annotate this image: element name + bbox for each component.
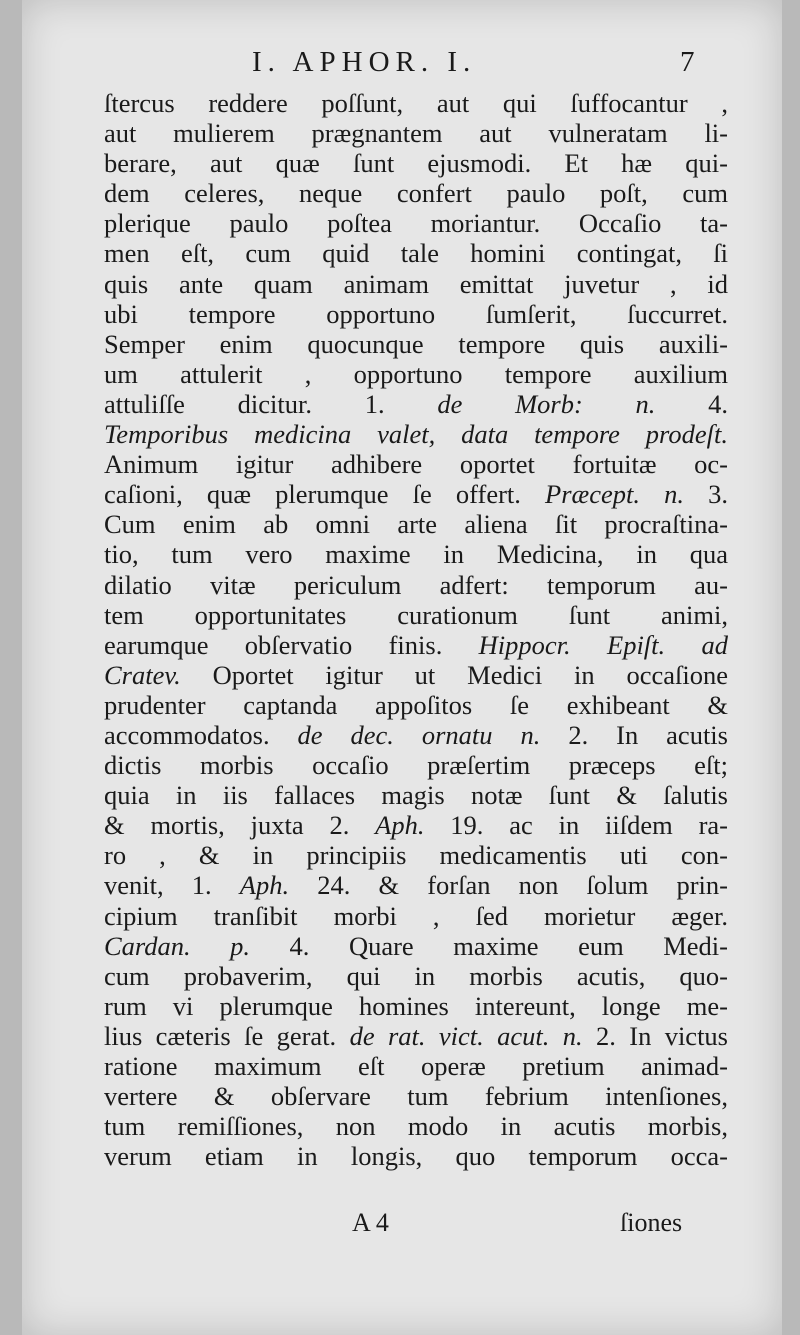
italic-reference: Aph. [239, 870, 290, 901]
text-segment: tem opportunitates curationum ſunt animi, [104, 599, 728, 630]
text-line [104, 269, 728, 299]
text-segment: cum probaverim, qui in morbis acutis, quo- [104, 960, 728, 991]
italic-reference: Præcept. n. [545, 479, 684, 510]
text-line [104, 630, 728, 660]
text-segment: plerique paulo poſtea moriantur. Occaſio ta- [104, 208, 728, 239]
text-segment: Cum enim ab omni arte aliena ſit procraſtina- [104, 509, 728, 540]
text-line [104, 419, 728, 449]
text-segment: 4. [655, 388, 729, 419]
italic-reference: Aph. [375, 810, 425, 841]
text-segment: dem celeres, neque confert paulo poſt, cum [104, 178, 728, 209]
text-line [104, 840, 728, 870]
text-line [104, 600, 728, 630]
page-footer [22, 1208, 782, 1242]
text-line [104, 178, 728, 208]
text-line [104, 509, 728, 539]
text-segment: dictis morbis occaſio præſertim præceps eſt; [104, 750, 728, 781]
text-segment: Semper enim quocunque tempore quis auxili- [104, 328, 728, 359]
text-line [104, 961, 728, 991]
text-segment: cipium tranſibit morbi , ſed morietur æger. [104, 900, 728, 931]
book-page [22, 0, 782, 1335]
text-segment: ſtercus reddere poſſunt, aut qui ſuffocantur , [104, 88, 728, 118]
text-segment: quis ante quam animam emittat juvetur , id [104, 268, 728, 299]
text-segment: & mortis, juxta 2. [104, 810, 376, 841]
text-segment: men eſt, cum quid tale homini contingat, ſi [104, 238, 728, 269]
running-title: I. APHOR. I. [252, 46, 477, 78]
italic-reference: Cardan. p. [104, 930, 251, 961]
catchword: ſiones [620, 1208, 683, 1237]
text-segment: aut mulierem prægnantem aut vulneratam li- [104, 118, 728, 149]
text-line [104, 991, 728, 1021]
text-segment: lius cæteris ſe gerat. [104, 1020, 350, 1051]
text-line [104, 750, 728, 780]
text-line [104, 1021, 728, 1051]
text-segment: verum etiam in longis, quo temporum occa- [104, 1141, 728, 1172]
italic-reference: Cratev. [104, 659, 181, 690]
text-line [104, 870, 728, 900]
text-line [104, 1081, 728, 1111]
text-line [104, 88, 728, 118]
text-segment: vertere & obſervare tum febrium intenſiones, [104, 1081, 728, 1112]
text-segment: 3. [684, 479, 729, 510]
text-segment: caſioni, quæ plerumque ſe offert. [104, 479, 546, 510]
text-line [104, 148, 728, 178]
italic-reference: de Morb: n. [437, 388, 656, 419]
text-line [104, 479, 728, 509]
text-line [104, 299, 728, 329]
text-line [104, 901, 728, 931]
text-segment: attuliſſe dicitur. 1. [104, 388, 438, 419]
italic-reference: de rat. vict. acut. n. [349, 1020, 583, 1051]
text-segment: berare, aut quæ ſunt ejusmodi. Et hæ qui- [104, 148, 728, 179]
text-line [104, 539, 728, 569]
text-line [104, 449, 728, 479]
text-line [104, 118, 728, 148]
text-segment: quia in iis fallaces magis notæ ſunt & ſalutis [104, 780, 728, 811]
text-segment: earumque obſervatio finis. [104, 629, 479, 660]
text-line [104, 720, 728, 750]
text-line [104, 660, 728, 690]
text-line [104, 570, 728, 600]
text-segment: 2. In acutis [540, 719, 728, 750]
text-segment: ubi tempore opportuno ſumſerit, ſuccurret. [104, 298, 728, 329]
text-segment: 24. & forſan non ſolum prin- [289, 870, 728, 901]
text-segment: Oportet igitur ut Medici in occaſione [180, 659, 728, 690]
text-line [104, 1141, 728, 1171]
text-segment: dilatio vitæ periculum adfert: temporum au- [104, 569, 728, 600]
text-line [104, 208, 728, 238]
text-line [104, 931, 728, 961]
text-line [104, 389, 728, 419]
text-line [104, 780, 728, 810]
text-segment: accommodatos. [104, 719, 298, 750]
text-line [104, 238, 728, 268]
text-segment: venit, 1. [104, 870, 240, 901]
text-segment: 2. In victus [582, 1020, 728, 1051]
text-segment: tio, tum vero maxime in Medicina, in qua [104, 539, 728, 570]
text-line [104, 1111, 728, 1141]
text-line [104, 329, 728, 359]
text-segment: tum remiſſiones, non modo in acutis morbis, [104, 1111, 728, 1142]
text-segment: um attulerit , opportuno tempore auxilium [104, 358, 728, 389]
text-segment: ro , & in principiis medicamentis uti con- [104, 840, 728, 871]
running-header [22, 46, 782, 82]
text-line [104, 690, 728, 720]
text-segment: prudenter captanda appoſitos ſe exhibeant & [104, 689, 728, 720]
page-number: 7 [680, 46, 695, 78]
italic-reference: de dec. ornatu n. [297, 719, 541, 750]
signature-mark: A 4 [352, 1208, 389, 1237]
text-line [104, 1051, 728, 1081]
italic-reference: Temporibus medicina valet, data tempore prodeſt. [104, 419, 728, 450]
text-segment: ratione maximum eſt operæ pretium animad- [104, 1051, 728, 1081]
text-segment: 4. Quare maxime eum Medi- [250, 930, 728, 961]
text-line [104, 359, 728, 389]
text-segment: rum vi plerumque homines intereunt, longe me- [104, 990, 728, 1021]
text-segment: 19. ac in iiſdem ra- [424, 810, 729, 841]
body-text [104, 88, 728, 1171]
italic-reference: Hippocr. Epiſt. ad [478, 629, 728, 660]
text-line [104, 810, 728, 840]
text-segment: Animum igitur adhibere oportet fortuitæ oc- [104, 449, 728, 480]
